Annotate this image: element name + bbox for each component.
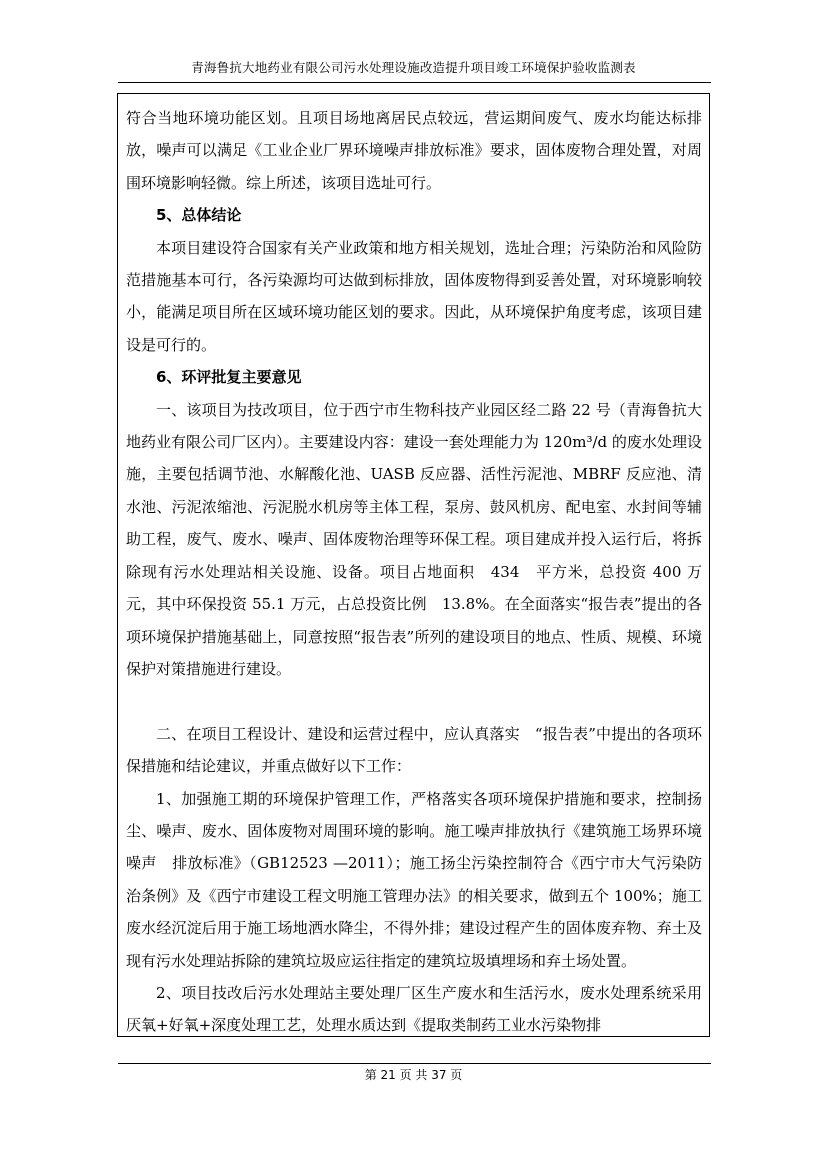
- content-table-cell: [117, 93, 710, 1037]
- blank-line: [126, 685, 702, 717]
- section-heading-eia-approval: 6、环评批复主要意见: [156, 368, 302, 387]
- paragraph-overall-conclusion: 本项目建设符合国家有关产业政策和地方相关规划，选址合理；污染防治和风险防范措施基本可行，各污染源均可达做到标排放，固体废物得到妥善处置，对环境影响较小，能满足项目所在区域环境功能区划的要求。因此，从环境保护角度考虑，该项目建设是可行的。: [126, 238, 702, 354]
- header-divider: [118, 82, 711, 83]
- page-number: 第 21 页 共 37 页: [364, 1068, 463, 1082]
- document-body: [126, 102, 702, 1037]
- paragraph-wastewater-treatment: 2、项目技改后污水处理站主要处理厂区生产废水和生活污水，废水处理系统采用厌氧+好氧+深度处理工艺，处理水质达到《提取类制药工业水污染物排: [126, 983, 702, 1035]
- paragraph-approval-part-two: 二、在项目工程设计、建设和运营过程中，应认真落实 “报告表”中提出的各项环保措施和结论建议，并重点做好以下工作：: [126, 724, 702, 776]
- paragraph-approval-part-one: 一、该项目为技改项目，位于西宁市生物科技产业园区经二路 22 号（青海鲁抗大地药业有限公司厂区内）。主要建设内容：建设一套处理能力为 120m³/d 的废水处理设施，主要包括调节池、水解酸化池、UASB 反应器、活性污泥池、MBRF 反应池、清水池、污泥浓缩池、污泥脱水机房等主体工程，泵房、鼓风机房、配电室、水封间等辅助工程，废气、废水、噪声、固体废物治理等环保工程。项目建成并投入运行后，将拆除现有污水处理站相关设施、设备。项目占地面积 434 平方米，总投资 400 万元，其中环保投资 55.1 万元，占总投资比例 13.8%。在全面落实“报告表”提出的各项环境保护措施基础上，同意按照“报告表”所列的建设项目的地点、性质、规模、环境保护对策措施进行建设。: [126, 400, 702, 678]
- paragraph-construction-requirements: 1、加强施工期的环境保护管理工作，严格落实各项环境保护措施和要求，控制扬尘、噪声、废水、固体废物对周围环境的影响。施工噪声排放执行《建筑施工场界环境噪声 排放标准》（GB12523 —2011）；施工扬尘污染控制符合《西宁市大气污染防治条例》及《西宁市建设工程文明施工管理办法》的相关要求，做到五个 100%；施工废水经沉淀后用于施工场地洒水降尘，不得外排；建设过程产生的固体废弃物、弃土及现有污水处理站拆除的建筑垃圾应运往指定的建筑垃圾填埋场和弃土场处置。: [126, 789, 702, 970]
- footer-divider: [118, 1063, 711, 1064]
- section-heading-overall-conclusion: 5、总体结论: [156, 206, 242, 225]
- page-header-title: 青海鲁抗大地药业有限公司污水处理设施改造提升项目竣工环境保护验收监测表: [191, 60, 636, 75]
- paragraph-site-conclusion: 符合当地环境功能区划。且项目场地离居民点较远，营运期间废气、废水均能达标排放，噪声可以满足《工业企业厂界环境噪声排放标准》要求，固体废物合理处置，对周围环境影响轻微。综上所述，该项目选址可行。: [126, 109, 702, 192]
